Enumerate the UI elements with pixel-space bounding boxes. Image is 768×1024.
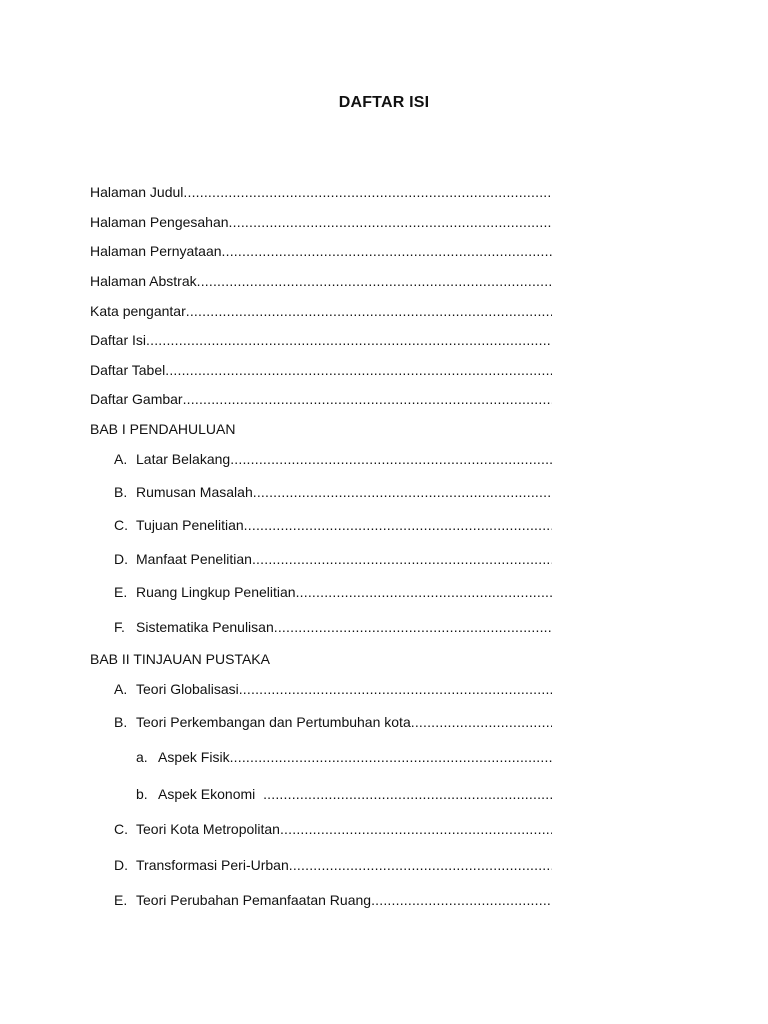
- dot-leader: [165, 361, 552, 379]
- toc-entry-label: Daftar Tabel: [90, 362, 166, 378]
- toc-entry-label: Halaman Judul: [90, 184, 184, 200]
- page-title: DAFTAR ISI: [338, 94, 430, 111]
- dot-leader: [274, 618, 552, 636]
- toc-entry-label: Rumusan Masalah: [136, 484, 253, 500]
- dot-leader: [253, 483, 552, 501]
- dot-leader: [239, 680, 552, 698]
- dot-leader: [263, 785, 552, 803]
- toc-entry-label: Latar Belakang: [136, 451, 231, 467]
- dot-leader: [244, 516, 552, 534]
- toc-entry-label: Daftar Gambar: [90, 391, 183, 407]
- list-marker: B.: [114, 484, 128, 500]
- toc-entry-label: Teori Kota Metropolitan: [136, 821, 280, 837]
- list-marker: D.: [114, 857, 128, 873]
- chapter-heading-bab-2: BAB II TINJAUAN PUSTAKA: [90, 651, 270, 667]
- dot-leader: [411, 713, 552, 731]
- toc-entry-label: Daftar Isi: [90, 332, 147, 348]
- toc-entry-label: Transformasi Peri-Urban: [136, 857, 289, 873]
- toc-entry-daftar-tabel: [90, 361, 552, 379]
- toc-entry-daftar-gambar: [90, 390, 552, 408]
- toc-entry-transformasi-peri-urban: [114, 856, 552, 874]
- toc-entry-label: Halaman Pernyataan: [90, 243, 222, 259]
- toc-entry-label: Tujuan Penelitian: [136, 517, 244, 533]
- toc-entry-halaman-pernyataan: [90, 242, 552, 260]
- toc-entry-rumusan-masalah: [114, 483, 552, 501]
- toc-entry-halaman-judul: [90, 183, 552, 201]
- toc-entry-label: Teori Globalisasi: [136, 681, 239, 697]
- dot-leader: [280, 820, 552, 838]
- toc-entry-label: Aspek Fisik: [158, 749, 230, 765]
- dot-leader: [229, 213, 552, 231]
- list-marker: a.: [136, 749, 148, 765]
- toc-entry-aspek-fisik: [136, 748, 552, 766]
- toc-entry-label: Sistematika Penulisan: [136, 619, 274, 635]
- list-marker: A.: [114, 451, 128, 467]
- dot-leader: [183, 390, 552, 408]
- dot-leader: [296, 583, 552, 601]
- toc-entry-latar-belakang: [114, 450, 552, 468]
- dot-leader: [230, 450, 552, 468]
- chapter-heading-bab-1: BAB I PENDAHULUAN: [90, 421, 236, 437]
- toc-entry-kata-pengantar: [90, 302, 552, 320]
- dot-leader: [230, 748, 552, 766]
- toc-entry-label: Halaman Abstrak: [90, 273, 197, 289]
- toc-entry-tujuan-penelitian: [114, 516, 552, 534]
- dot-leader: [252, 550, 552, 568]
- toc-entry-manfaat-penelitian: [114, 550, 552, 568]
- toc-entry-label: Manfaat Penelitian: [136, 551, 252, 567]
- list-marker: C.: [114, 517, 128, 533]
- toc-entry-daftar-isi: [90, 331, 552, 349]
- dot-leader: [183, 183, 552, 201]
- dot-leader: [197, 272, 552, 290]
- toc-entry-ruang-lingkup-penelitian: [114, 583, 552, 601]
- toc-entry-label: Aspek Ekonomi: [158, 786, 264, 802]
- toc-entry-halaman-abstrak: [90, 272, 552, 290]
- list-marker: E.: [114, 892, 128, 908]
- dot-leader: [146, 331, 552, 349]
- toc-entry-teori-perubahan-pemanfaatan-ruang: [114, 891, 552, 909]
- toc-entry-label: Teori Perubahan Pemanfaatan Ruang: [136, 892, 372, 908]
- toc-entry-sistematika-penulisan: [114, 618, 552, 636]
- toc-entry-label: Kata pengantar: [90, 303, 186, 319]
- list-marker: F.: [114, 619, 125, 635]
- list-marker: b.: [136, 786, 148, 802]
- dot-leader: [222, 242, 552, 260]
- list-marker: C.: [114, 821, 128, 837]
- dot-leader: [186, 302, 552, 320]
- toc-entry-teori-globalisasi: [114, 680, 552, 698]
- dot-leader: [371, 891, 552, 909]
- toc-entry-teori-kota-metropolitan: [114, 820, 552, 838]
- dot-leader: [289, 856, 552, 874]
- toc-entry-label: Halaman Pengesahan: [90, 214, 229, 230]
- toc-entry-teori-perkembangan-kota: [114, 713, 552, 731]
- toc-entry-aspek-ekonomi: [136, 785, 552, 803]
- toc-entry-label: Teori Perkembangan dan Pertumbuhan kota: [136, 714, 411, 730]
- list-marker: E.: [114, 584, 128, 600]
- list-marker: B.: [114, 714, 128, 730]
- list-marker: A.: [114, 681, 128, 697]
- list-marker: D.: [114, 551, 128, 567]
- toc-entry-label: Ruang Lingkup Penelitian: [136, 584, 296, 600]
- toc-entry-halaman-pengesahan: [90, 213, 552, 231]
